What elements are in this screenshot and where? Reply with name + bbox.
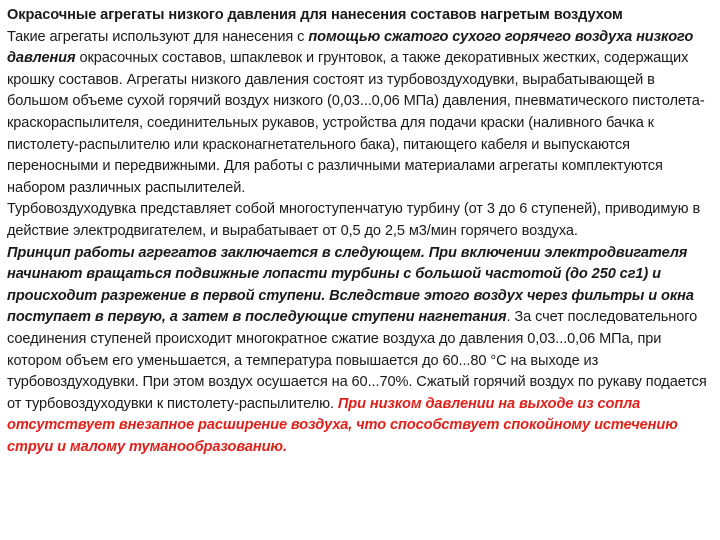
paragraph-intro-rest: окрасочных составов, шпаклевок и грунтовок, а также декоративных жестких, содержащих крошку составов. Агрегаты низкого давления состоят из турбовоздуходувки, вырабатывающей в большом объеме сухой горячий воздух низкого (0,03...0,06 МПа) давления, пневматического пистолета-краскораспылителя, соединительных рукавов, устройства для подачи краски (наливного бачка к пистолету-распылителю или красконагнетательного бака), питающего кабеля и выпускаются переносными и передвижными. Для работы с различными материалами агрегаты комплектуются набором различных распылителей. — [7, 50, 705, 196]
paragraph-intro-emphasis: помощью сжатого сухого горячего воздуха низкого давления — [7, 28, 694, 67]
paragraph-principle-rest: . За счет последовательного соединения ступеней происходит многократное сжатие воздуха до давления 0,03...0,06 МПа, при котором объем его уменьшается, а температура повышается до 60...80 °С на выходе из турбовоздуходувки. При этом воздух осушается на 60...70%. Сжатый горячий воздух по рукаву подается от турбовоздуходувки к пистолету-распылителю. — [7, 309, 707, 412]
slide-text-body — [7, 5, 715, 458]
paragraph-principle-highlight: При низком давлении на выходе из сопла отсутствует внезапное расширение воздуха, что способствует спокойному истечению струи и малому туманообразованию. — [7, 395, 678, 455]
paragraph-intro — [7, 27, 715, 200]
paragraph-turbo: Турбовоздуходувка представляет собой многоступенчатую турбину (от 3 до 6 ступеней), приводимую в действие электродвигателем, и вырабатывает от 0,5 до 2,5 м3/мин горячего воздуха. — [7, 201, 701, 239]
slide-title: Окрасочные агрегаты низкого давления для нанесения составов нагретым воздухом — [7, 7, 623, 23]
paragraph-principle-emphasis: Принцип работы агрегатов заключается в следующем. При включении электродвигателя начинают вращаться подвижные лопасти турбины с большой частотой (до 250 сг1) и происходит разрежение в первой ступени. Вследствие этого воздух через фильтры и окна поступает в первую, а затем в последующие ступени нагнетания — [7, 244, 694, 326]
paragraph-principle — [7, 243, 715, 459]
paragraph-intro-start: Такие агрегаты используют для нанесения с — [7, 28, 309, 45]
